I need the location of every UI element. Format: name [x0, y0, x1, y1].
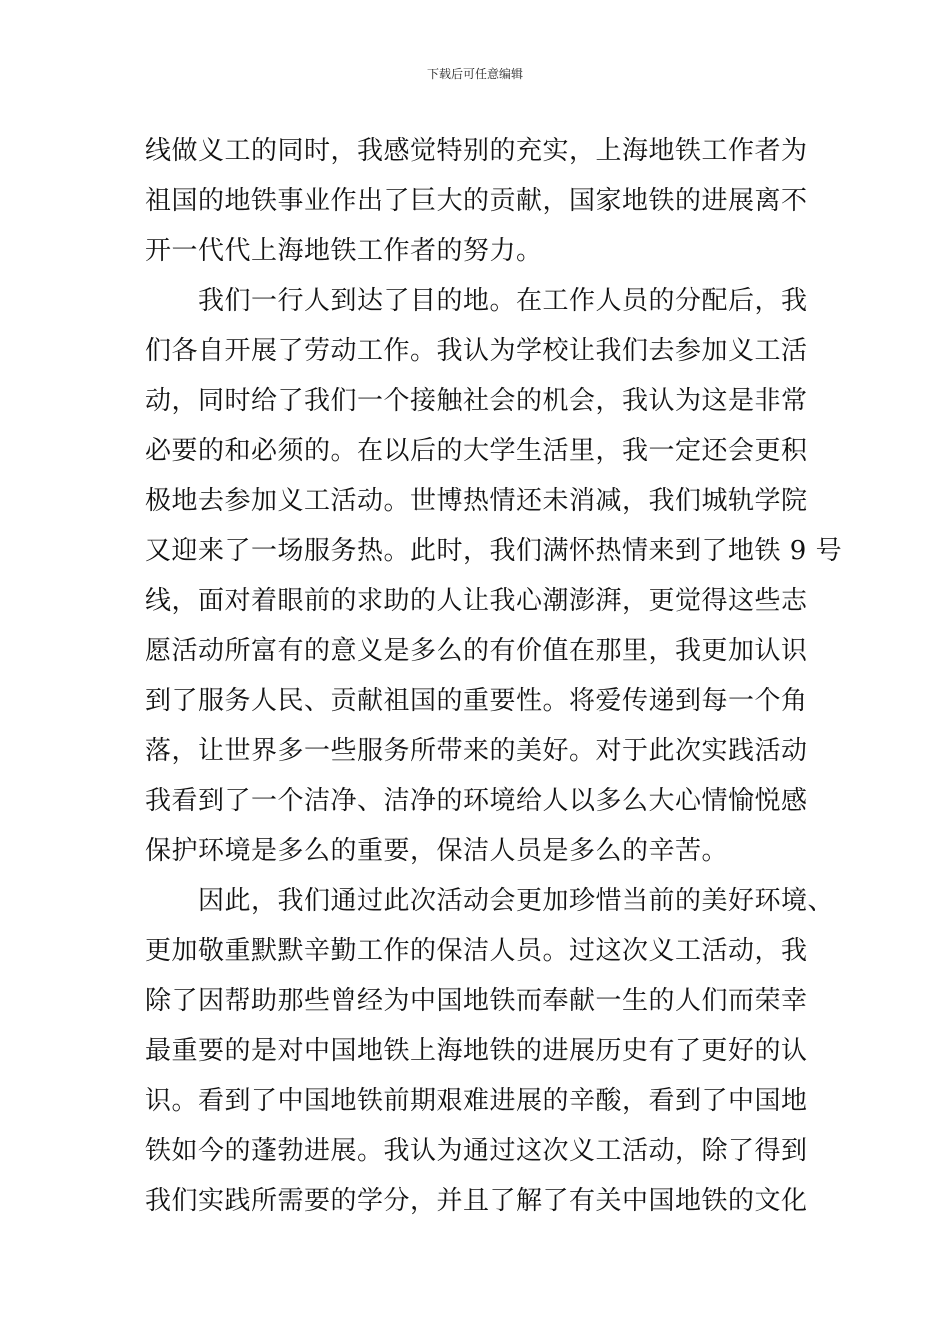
text-line: 我们一行人到达了目的地。在工作人员的分配后，我 [145, 286, 808, 316]
text-line: 我看到了一个洁净、洁净的环境给人以多么大心情愉悦感 [145, 786, 808, 816]
text-line: 线，面对着眼前的求助的人让我心潮澎湃，更觉得这些志 [145, 586, 808, 616]
text-line: 愿活动所富有的意义是多么的有价值在那里，我更加认识 [145, 636, 808, 666]
text-line: 开一代代上海地铁工作者的努力。 [145, 236, 543, 266]
text-line: 动，同时给了我们一个接触社会的机会，我认为这是非常 [145, 386, 808, 416]
text-line: 们各自开展了劳动工作。我认为学校让我们去参加义工活 [145, 336, 808, 366]
text-line: 最重要的是对中国地铁上海地铁的进展历史有了更好的认 [145, 1036, 808, 1066]
text-line: 铁如今的蓬勃进展。我认为通过这次义工活动，除了得到 [145, 1136, 808, 1166]
text-line: 保护环境是多么的重要，保洁人员是多么的辛苦。 [145, 836, 729, 866]
header-note: 下载后可任意编辑 [426, 67, 523, 81]
text-line: 到了服务人民、贡献祖国的重要性。将爱传递到每一个角 [145, 686, 808, 716]
text-line: 必要的和必须的。在以后的大学生活里，我一定还会更积 [145, 436, 808, 466]
text-line: 线做义工的同时，我感觉特别的充实，上海地铁工作者为 [145, 136, 808, 166]
text-line: 除了因帮助那些曾经为中国地铁而奉献一生的人们而荣幸 [145, 986, 808, 1016]
text-line: 我们实践所需要的学分，并且了解了有关中国地铁的文化 [145, 1186, 808, 1216]
text-line: 极地去参加义工活动。世博热情还未消减，我们城轨学院 [145, 486, 808, 516]
body-text [145, 126, 843, 1226]
text-line: 更加敬重默默辛勤工作的保洁人员。过这次义工活动，我 [145, 936, 808, 966]
text-line: 识。看到了中国地铁前期艰难进展的辛酸，看到了中国地 [145, 1086, 808, 1116]
text-line: 落，让世界多一些服务所带来的美好。对于此次实践活动 [145, 736, 808, 766]
text-line: 因此，我们通过此次活动会更加珍惜当前的美好环境、 [145, 886, 835, 916]
text-line: 祖国的地铁事业作出了巨大的贡献，国家地铁的进展离不 [145, 186, 808, 216]
text-line: 又迎来了一场服务热。此时，我们满怀热情来到了地铁 9 号 [145, 536, 843, 566]
